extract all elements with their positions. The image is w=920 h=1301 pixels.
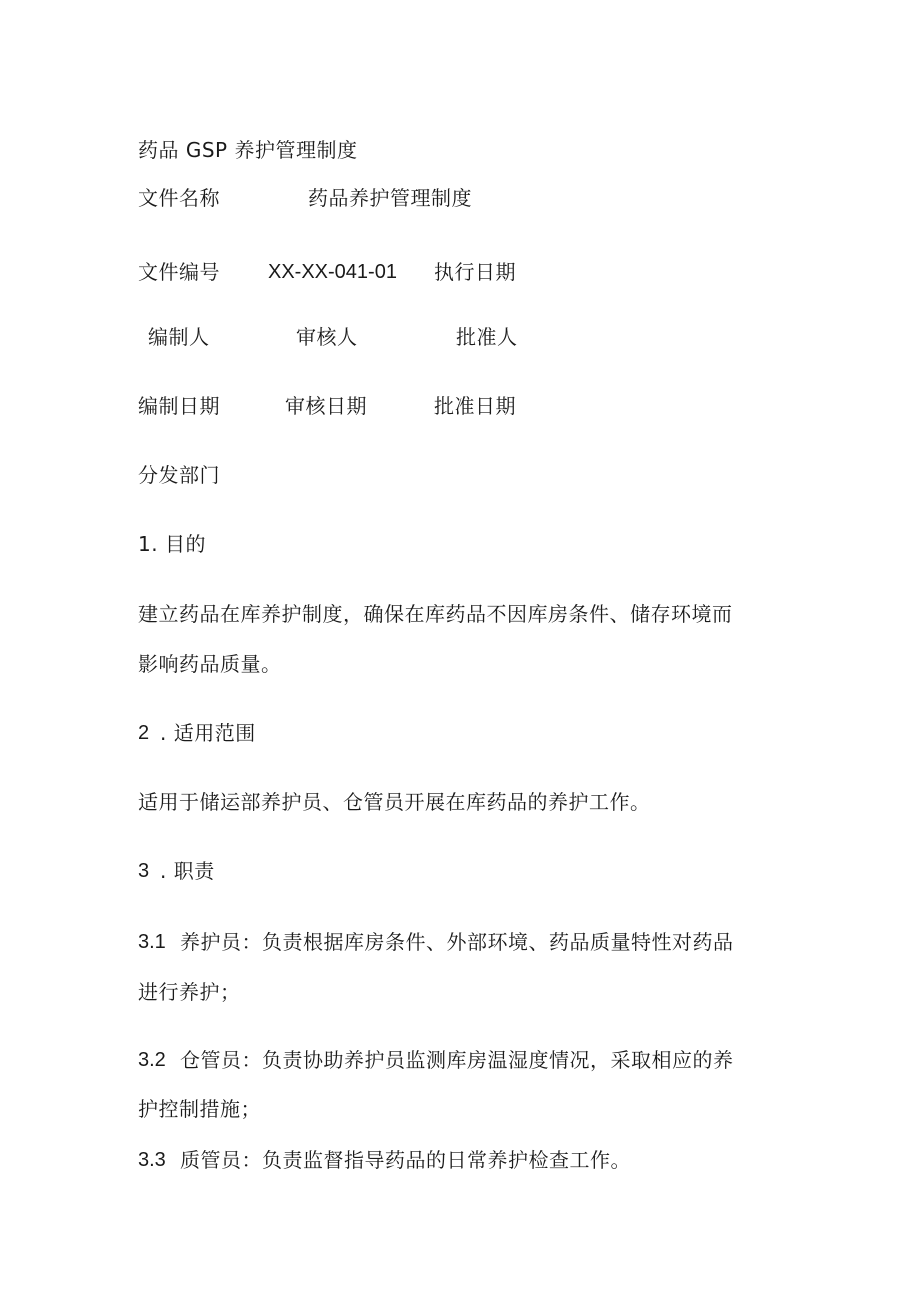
approve-date-label: 批准日期 [434,394,516,418]
section-3-3-line1: 质管员：负责监督指导药品的日常养护检查工作。 [180,1148,631,1172]
file-name-label: 文件名称 [138,186,220,210]
section-1-heading: 1. 目的 [138,532,206,556]
file-no-value: XX-XX-041-01 [268,261,397,283]
section-3-2-line2: 护控制措施； [138,1097,261,1121]
section-1-text-line2: 影响药品质量。 [138,652,282,676]
distribution-label: 分发部门 [138,463,220,487]
exec-date-label: 执行日期 [434,260,516,284]
section-3-3-number: 3.3 [138,1149,166,1171]
section-1-text-line1: 建立药品在库养护制度，确保在库药品不因库房条件、储存环境而 [138,602,733,626]
section-3-2-line1: 仓管员：负责协助养护员监测库房温湿度情况，采取相应的养 [180,1048,734,1072]
section-2-text: 适用于储运部养护员、仓管员开展在库药品的养护工作。 [138,790,651,814]
section-3-number: 3 [138,860,150,882]
reviewer-label: 审核人 [296,325,358,349]
document-title: 药品 GSP 养护管理制度 [138,138,358,162]
section-3-1-number: 3.1 [138,931,166,953]
file-no-label: 文件编号 [138,260,220,284]
section-3-heading: . 职责 [160,859,215,883]
section-2-number: 2 [138,722,150,744]
approver-label: 批准人 [456,325,518,349]
file-name-value: 药品养护管理制度 [308,186,472,210]
section-2-heading: . 适用范围 [160,721,256,745]
compile-date-label: 编制日期 [138,394,220,418]
compiler-label: 编制人 [148,325,210,349]
section-3-2-number: 3.2 [138,1049,166,1071]
section-3-1-line1: 养护员：负责根据库房条件、外部环境、药品质量特性对药品 [180,930,734,954]
section-3-1-line2: 进行养护； [138,980,241,1004]
review-date-label: 审核日期 [285,394,367,418]
